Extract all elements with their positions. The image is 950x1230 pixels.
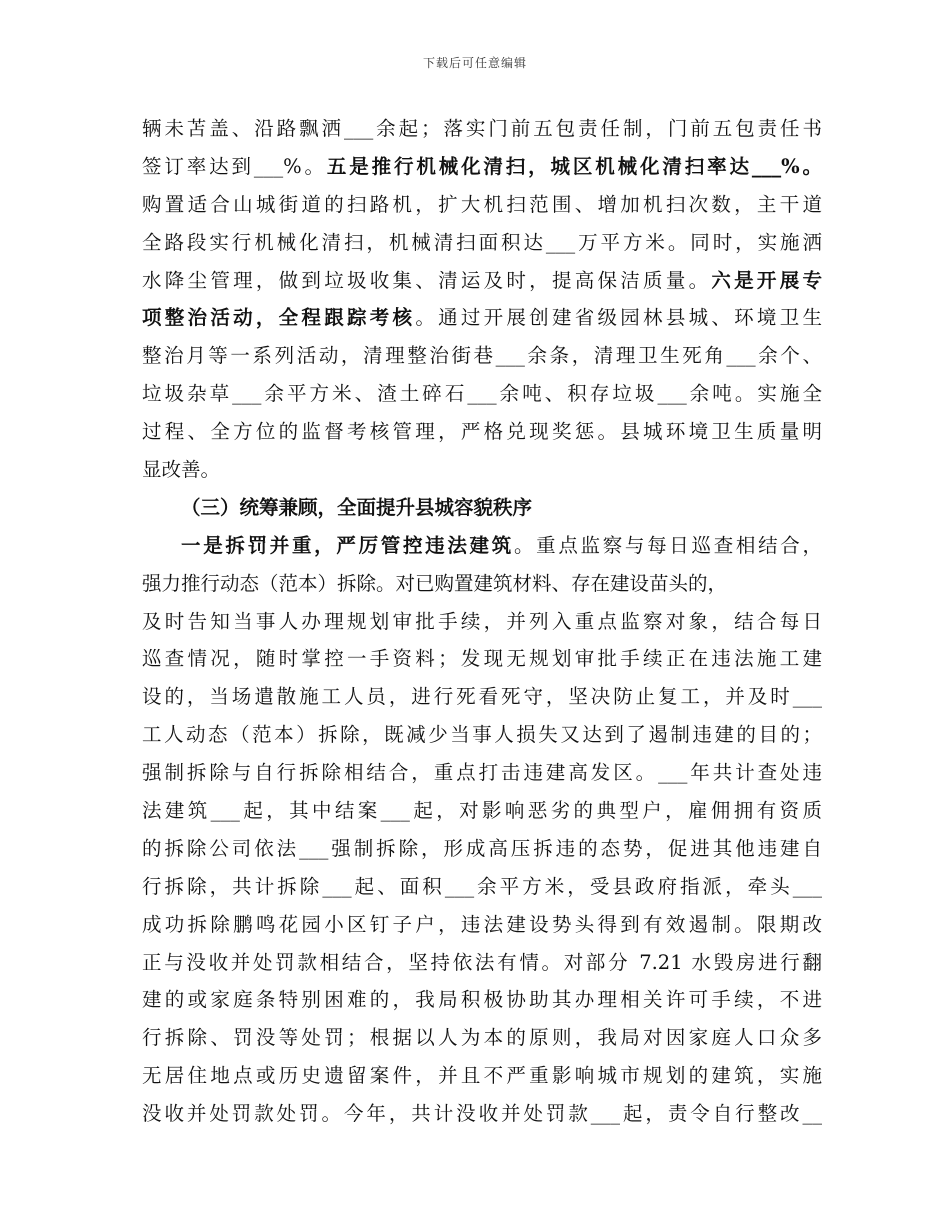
text-line	[142, 1019, 822, 1057]
text-line	[142, 337, 822, 375]
text-segment: 及时告知当事人办理规划审批手续，并列入重点监察对象，结合每日	[142, 609, 822, 633]
text-segment: 的拆除公司依法___强制拆除，形成高压拆违的态势，促进其他违建自	[142, 836, 822, 860]
text-segment: 整治月等一系列活动，清理整治街巷___余条，清理卫生死角___余个、	[142, 344, 822, 368]
text-line	[142, 981, 822, 1019]
text-line	[142, 906, 822, 944]
text-segment: 显改善。	[142, 458, 221, 482]
text-line	[142, 640, 822, 678]
text-segment: 行拆除、罚没等处罚；根据以人为本的原则，我局对因家庭人口众多	[142, 1026, 822, 1050]
bold-text-segment: 一是拆罚并重，严厉管控违法建筑	[181, 533, 514, 557]
document-body	[142, 110, 822, 1133]
text-segment: 巡查情况，随时掌控一手资料；发现无规划审批手续正在违法施工建	[142, 647, 822, 671]
text-segment: 。通过开展创建省级园林县城、环境卫生	[415, 306, 822, 330]
text-line	[142, 754, 822, 792]
text-line	[142, 299, 822, 337]
text-line	[142, 1095, 822, 1133]
text-segment: 建的或家庭条特别困难的，我局积极协助其办理相关许可手续，不进	[142, 988, 822, 1012]
text-line	[142, 678, 822, 716]
text-line	[142, 603, 822, 641]
text-segment: 签订率达到___%。	[142, 154, 327, 178]
text-segment: 全路段实行机械化清扫，机械清扫面积达___万平方米。同时，实施洒	[142, 230, 822, 254]
text-line	[142, 830, 822, 868]
text-line	[142, 110, 822, 148]
bold-text-segment: 六是开展专	[711, 268, 822, 292]
page-header: 下载后可任意编辑	[422, 56, 527, 70]
bold-text-segment: 五是推行机械化清扫，城区机械化清扫率达___%。	[326, 154, 822, 178]
text-segment: 购置适合山城街道的扫路机，扩大机扫范围、增加机扫次数，主干道	[142, 192, 822, 216]
text-segment: 过程、全方位的监督考核管理，严格兑现奖惩。县城环境卫生质量明	[142, 420, 822, 444]
text-segment: 垃圾杂草___余平方米、渣土碎石___余吨、积存垃圾___余吨。实施全	[142, 382, 822, 406]
text-segment: 法建筑___起，其中结案___起，对影响恶劣的典型户，雇佣拥有资质	[142, 799, 822, 823]
text-segment: 。重点监察与每日巡查相结合，	[513, 533, 822, 557]
text-line	[142, 262, 822, 300]
text-segment: 设的，当场遣散施工人员，进行死看死守，坚决防止复工，并及时___	[142, 685, 822, 709]
text-segment: 工人动态（范本）拆除，既减少当事人损失又达到了遏制违建的目的；	[142, 723, 822, 747]
text-segment: 行拆除，共计拆除___起、面积___余平方米，受县政府指派，牵头___	[142, 874, 822, 898]
text-line	[142, 489, 822, 527]
text-segment: 成功拆除鹏鸣花园小区钉子户，违法建设势头得到有效遏制。限期改	[142, 912, 822, 936]
text-segment: 正与没收并处罚款相结合，坚持依法有情。对部分 7.21 水毁房进行翻	[142, 950, 822, 974]
text-segment: 辆未苫盖、沿路飘洒___余起；落实门前五包责任制，门前五包责任书	[142, 117, 822, 140]
text-line	[142, 224, 822, 262]
bold-text-segment: （三）统筹兼顾，全面提升县城容貌秩序	[181, 495, 533, 519]
text-segment: 强力推行动态（范本）拆除。对已购置建筑材料、存在建设苗头的，	[142, 571, 728, 595]
text-line	[142, 148, 822, 186]
text-line	[142, 944, 822, 982]
text-line	[142, 716, 822, 754]
text-segment: 没收并处罚款处罚。今年，共计没收并处罚款___起，责令自行整改__	[142, 1102, 822, 1126]
text-segment: 无居住地点或历史遗留案件，并且不严重影响城市规划的建筑，实施	[142, 1064, 822, 1088]
bold-text-segment: 项整治活动，全程跟踪考核	[142, 306, 416, 330]
text-line	[142, 868, 822, 906]
text-line	[142, 1057, 822, 1095]
text-line	[142, 413, 822, 451]
text-line	[142, 186, 822, 224]
text-line	[142, 565, 822, 603]
text-line	[142, 451, 822, 489]
text-line	[142, 375, 822, 413]
text-segment: 水降尘管理，做到垃圾收集、清运及时，提高保洁质量。	[142, 268, 712, 292]
text-line	[142, 527, 822, 565]
text-segment: 强制拆除与自行拆除相结合，重点打击违建高发区。___年共计查处违	[142, 761, 822, 785]
text-line	[142, 792, 822, 830]
